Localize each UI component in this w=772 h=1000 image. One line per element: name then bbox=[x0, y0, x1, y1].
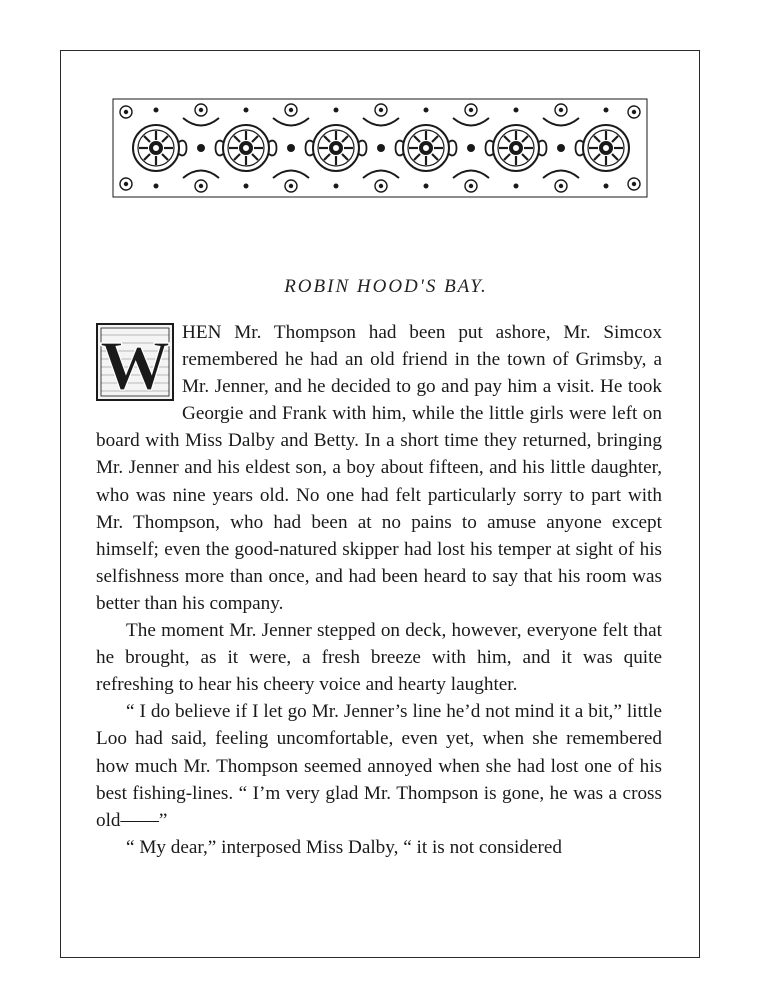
drop-cap-initial bbox=[96, 323, 174, 401]
body-text bbox=[96, 319, 662, 861]
decorative-header-ornament bbox=[112, 98, 648, 198]
paragraph-2: The moment Mr. Jenner stepped on deck, however, everyone felt that he brought, as it were, a fresh breeze with him, and it was quite refreshing to hear his cheery voice and hearty laughter. bbox=[96, 620, 662, 696]
paragraph-4: “ My dear,” interposed Miss Dalby, “ it is not considered bbox=[126, 836, 562, 858]
chapter-title: ROBIN HOOD'S BAY. bbox=[284, 276, 488, 297]
paragraph-3: “ I do believe if I let go Mr. Jenner’s line he’d not mind it a bit,” little Loo had said, feeling uncomfortable, even yet, when she remembered how much Mr. Thompson seemed annoyed when she had lost one of his best fishing-lines. “ I’m very glad Mr. Thompson is gone, he was a cross old——” bbox=[96, 701, 662, 831]
drop-cap-letter: W bbox=[100, 328, 170, 401]
paragraph-1: HEN Mr. Thompson had been put ashore, Mr. Simcox remembered he had an old friend in the town of Grimsby, a Mr. Jenner, and he decided to go and pay him a visit. He took Georgie and Frank with him, while the little girls were left on board with Miss Dalby and Betty. In a short time they returned, bringing Mr. Jenner and his eldest son, a boy about fifteen, and his little daughter, who was nine years old. No one had felt particularly sorry to part with Mr. Thompson, who had been at no pains to amuse anyone except himself; even the good-natured skipper had lost his temper at sight of his selfishness more than once, and had been heard to say that his room was better than his company. bbox=[96, 322, 662, 614]
